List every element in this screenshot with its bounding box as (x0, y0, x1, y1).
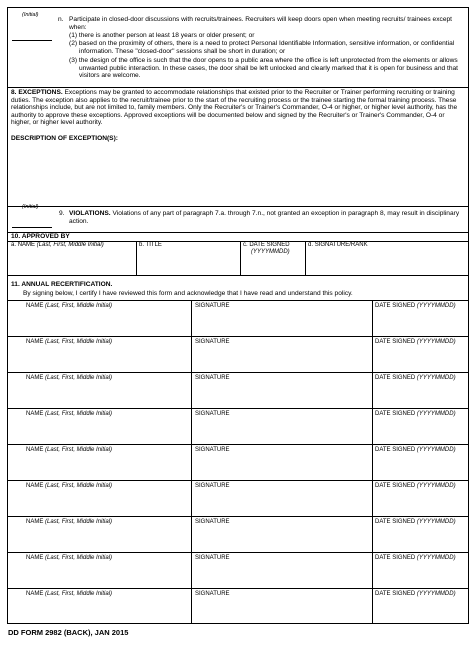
approved-name-letter: a. (11, 242, 17, 248)
recert-date-hint: (YYYYMMDD) (416, 483, 456, 489)
approved-signature-letter: d. (308, 242, 314, 248)
recert-row (8, 408, 468, 444)
description-field[interactable] (11, 144, 466, 204)
initial-label-n: (Initial) (22, 12, 39, 18)
recert-signature-label: SIGNATURE (195, 555, 230, 561)
approved-title-field[interactable] (139, 242, 162, 249)
recert-date-label: DATE SIGNED (375, 519, 416, 525)
recert-date-label: DATE SIGNED (375, 555, 416, 561)
recert-date-field[interactable] (375, 591, 456, 598)
recert-signature-label: SIGNATURE (195, 375, 230, 381)
recert-name-label: NAME (26, 375, 44, 381)
recert-name-field[interactable] (26, 411, 112, 418)
recert-date-hint: (YYYYMMDD) (416, 411, 456, 417)
recert-name-hint: (Last, First, Middle Initial) (45, 303, 113, 309)
recert-row (8, 552, 468, 588)
recert-signature-field[interactable] (195, 411, 230, 418)
col-divider (136, 241, 137, 275)
section-11-title: 11. ANNUAL RECERTIFICATION. (11, 281, 113, 288)
recert-name-hint: (Last, First, Middle Initial) (45, 411, 113, 417)
recert-date-hint: (YYYYMMDD) (416, 519, 456, 525)
section-8-number: 8. (11, 89, 17, 96)
recert-date-label: DATE SIGNED (375, 447, 416, 453)
recert-name-field[interactable] (26, 483, 112, 490)
recert-name-label: NAME (26, 483, 44, 489)
recert-signature-label: SIGNATURE (195, 411, 230, 417)
recert-date-label: DATE SIGNED (375, 483, 416, 489)
initial-label-9: (Initial) (22, 204, 39, 210)
recert-date-hint: (YYYYMMDD) (416, 303, 456, 309)
recert-name-field[interactable] (26, 339, 112, 346)
recert-row (8, 588, 468, 623)
recert-name-field[interactable] (26, 591, 112, 598)
recert-name-field[interactable] (26, 519, 112, 526)
recert-name-label: NAME (26, 591, 44, 597)
divider (8, 232, 468, 233)
recert-signature-field[interactable] (195, 555, 230, 562)
section-8-title: EXCEPTIONS. (18, 89, 63, 96)
recert-date-field[interactable] (375, 375, 456, 382)
approved-signature-field[interactable] (308, 242, 368, 249)
recert-signature-field[interactable] (195, 591, 230, 598)
recert-name-field[interactable] (26, 375, 112, 382)
recert-name-field[interactable] (26, 555, 112, 562)
recert-row (8, 444, 468, 480)
recert-date-hint: (YYYYMMDD) (416, 447, 456, 453)
recert-date-hint: (YYYYMMDD) (416, 339, 456, 345)
recert-name-label: NAME (26, 339, 44, 345)
recert-date-label: DATE SIGNED (375, 339, 416, 345)
recert-name-field[interactable] (26, 303, 112, 310)
recert-date-label: DATE SIGNED (375, 375, 416, 381)
recert-name-hint: (Last, First, Middle Initial) (45, 483, 113, 489)
divider (8, 206, 468, 207)
recert-date-label: DATE SIGNED (375, 303, 416, 309)
section-9-number: 9. (59, 210, 65, 217)
approved-title-letter: b. (139, 242, 145, 248)
approved-name-label: NAME (17, 242, 36, 248)
description-label: DESCRIPTION OF EXCEPTION(S): (11, 135, 118, 142)
recert-name-hint: (Last, First, Middle Initial) (45, 555, 113, 561)
col-divider (305, 241, 306, 275)
recert-name-hint: (Last, First, Middle Initial) (45, 375, 113, 381)
section-9-title: VIOLATIONS. (69, 210, 111, 217)
item-n-lead: Participate in closed-door discussions with recruits/trainees. Recruiters will keep doors open when meeting recruits/ trainees except when: (69, 16, 452, 31)
recert-name-hint: (Last, First, Middle Initial) (45, 447, 113, 453)
recert-row (8, 336, 468, 372)
form-footer: DD FORM 2982 (BACK), JAN 2015 (8, 628, 129, 637)
divider (8, 87, 468, 88)
recert-row (8, 480, 468, 516)
recert-signature-label: SIGNATURE (195, 303, 230, 309)
recert-signature-label: SIGNATURE (195, 339, 230, 345)
recert-row (8, 516, 468, 552)
recert-name-label: NAME (26, 519, 44, 525)
initial-line-n[interactable] (12, 40, 52, 41)
recert-name-label: NAME (26, 447, 44, 453)
section-9-body: Violations of any part of paragraph 7.a. through 7.n., not granted an exception in paragraph 8, may result in disciplinary action. (69, 210, 460, 225)
approved-date-hint: (YYYYMMDD) (251, 249, 290, 255)
recert-date-field[interactable] (375, 483, 456, 490)
recert-name-label: NAME (26, 555, 44, 561)
recert-signature-field[interactable] (195, 303, 230, 310)
form-page (7, 7, 469, 624)
recert-signature-label: SIGNATURE (195, 519, 230, 525)
approved-signature-label: SIGNATURE/RANK (314, 242, 368, 248)
recert-name-label: NAME (26, 411, 44, 417)
approved-date-label: DATE SIGNED (249, 242, 290, 248)
recert-date-hint: (YYYYMMDD) (416, 591, 456, 597)
recert-signature-field[interactable] (195, 483, 230, 490)
approved-date-field[interactable] (243, 242, 290, 256)
recert-signature-label: SIGNATURE (195, 483, 230, 489)
recert-signature-label: SIGNATURE (195, 447, 230, 453)
approved-name-hint: (Last, First, Middle Initial) (36, 242, 104, 248)
recert-date-field[interactable] (375, 555, 456, 562)
col-divider (240, 241, 241, 275)
initial-line-9[interactable] (12, 227, 52, 228)
recert-name-field[interactable] (26, 447, 112, 454)
recert-date-hint: (YYYYMMDD) (416, 375, 456, 381)
recert-name-hint: (Last, First, Middle Initial) (45, 339, 113, 345)
section-8-body: Exceptions may be granted to accommodate relationships that existed prior to the Recruiter or Trainer performing recruiting or training duties. The exception also applies to the recruit/trainee prior to the start of the recruiting process or the trainee starting the formal training process. These relationships include, but are not limited to, family members. Only the Recruiter's or Trainer's Commander, O-4 or higher, or higher level authority, has the authority to approve these exceptions. Approved exceptions will be documented below and signed by the Recruiter's or Trainer's Commander, O-4 or higher, or higher level authority. (11, 89, 458, 127)
recert-name-label: NAME (26, 303, 44, 309)
recert-date-label: DATE SIGNED (375, 411, 416, 417)
recert-date-field[interactable] (375, 339, 456, 346)
approved-date-letter: c. (243, 242, 248, 248)
item-letter-n: n. (58, 16, 64, 23)
recert-date-field[interactable] (375, 411, 456, 418)
section-9 (69, 210, 465, 225)
recert-signature-field[interactable] (195, 375, 230, 382)
divider (8, 275, 468, 276)
item-n-sub-1: (1) there is another person at least 18 years or older present; or (69, 32, 255, 39)
recert-row (8, 300, 468, 336)
recert-name-hint: (Last, First, Middle Initial) (45, 519, 113, 525)
recert-signature-label: SIGNATURE (195, 591, 230, 597)
recert-signature-field[interactable] (195, 447, 230, 454)
item-n-sub-2: (2) based on the proximity of others, there is a need to protect Personal Identifiable Information, sensitive information, or confidential information. These "closed-door" sessions shall be short in duration; or (69, 40, 455, 55)
recert-date-hint: (YYYYMMDD) (416, 555, 456, 561)
recert-name-hint: (Last, First, Middle Initial) (45, 591, 113, 597)
recert-signature-field[interactable] (195, 519, 230, 526)
recert-date-field[interactable] (375, 519, 456, 526)
approved-title-label: TITLE (145, 242, 162, 248)
recert-signature-field[interactable] (195, 339, 230, 346)
recert-row (8, 372, 468, 408)
recert-date-label: DATE SIGNED (375, 591, 416, 597)
item-n-sub-3: (3) the design of the office is such that the door opens to a public area where the office is left unprotected from the elements or allows unwanted public interaction. In these cases, the door shall be left unlocked and clearly marked that it is open for business and that visitors are welcome. (69, 57, 459, 80)
approved-name-field[interactable] (11, 242, 104, 249)
recert-date-field[interactable] (375, 303, 456, 310)
section-11-statement: By signing below, I certify I have reviewed this form and acknowledge that I have read and understand this policy. (23, 290, 353, 297)
section-10-title: 10. APPROVED BY (11, 233, 70, 240)
section-8 (11, 89, 466, 127)
recert-date-field[interactable] (375, 447, 456, 454)
